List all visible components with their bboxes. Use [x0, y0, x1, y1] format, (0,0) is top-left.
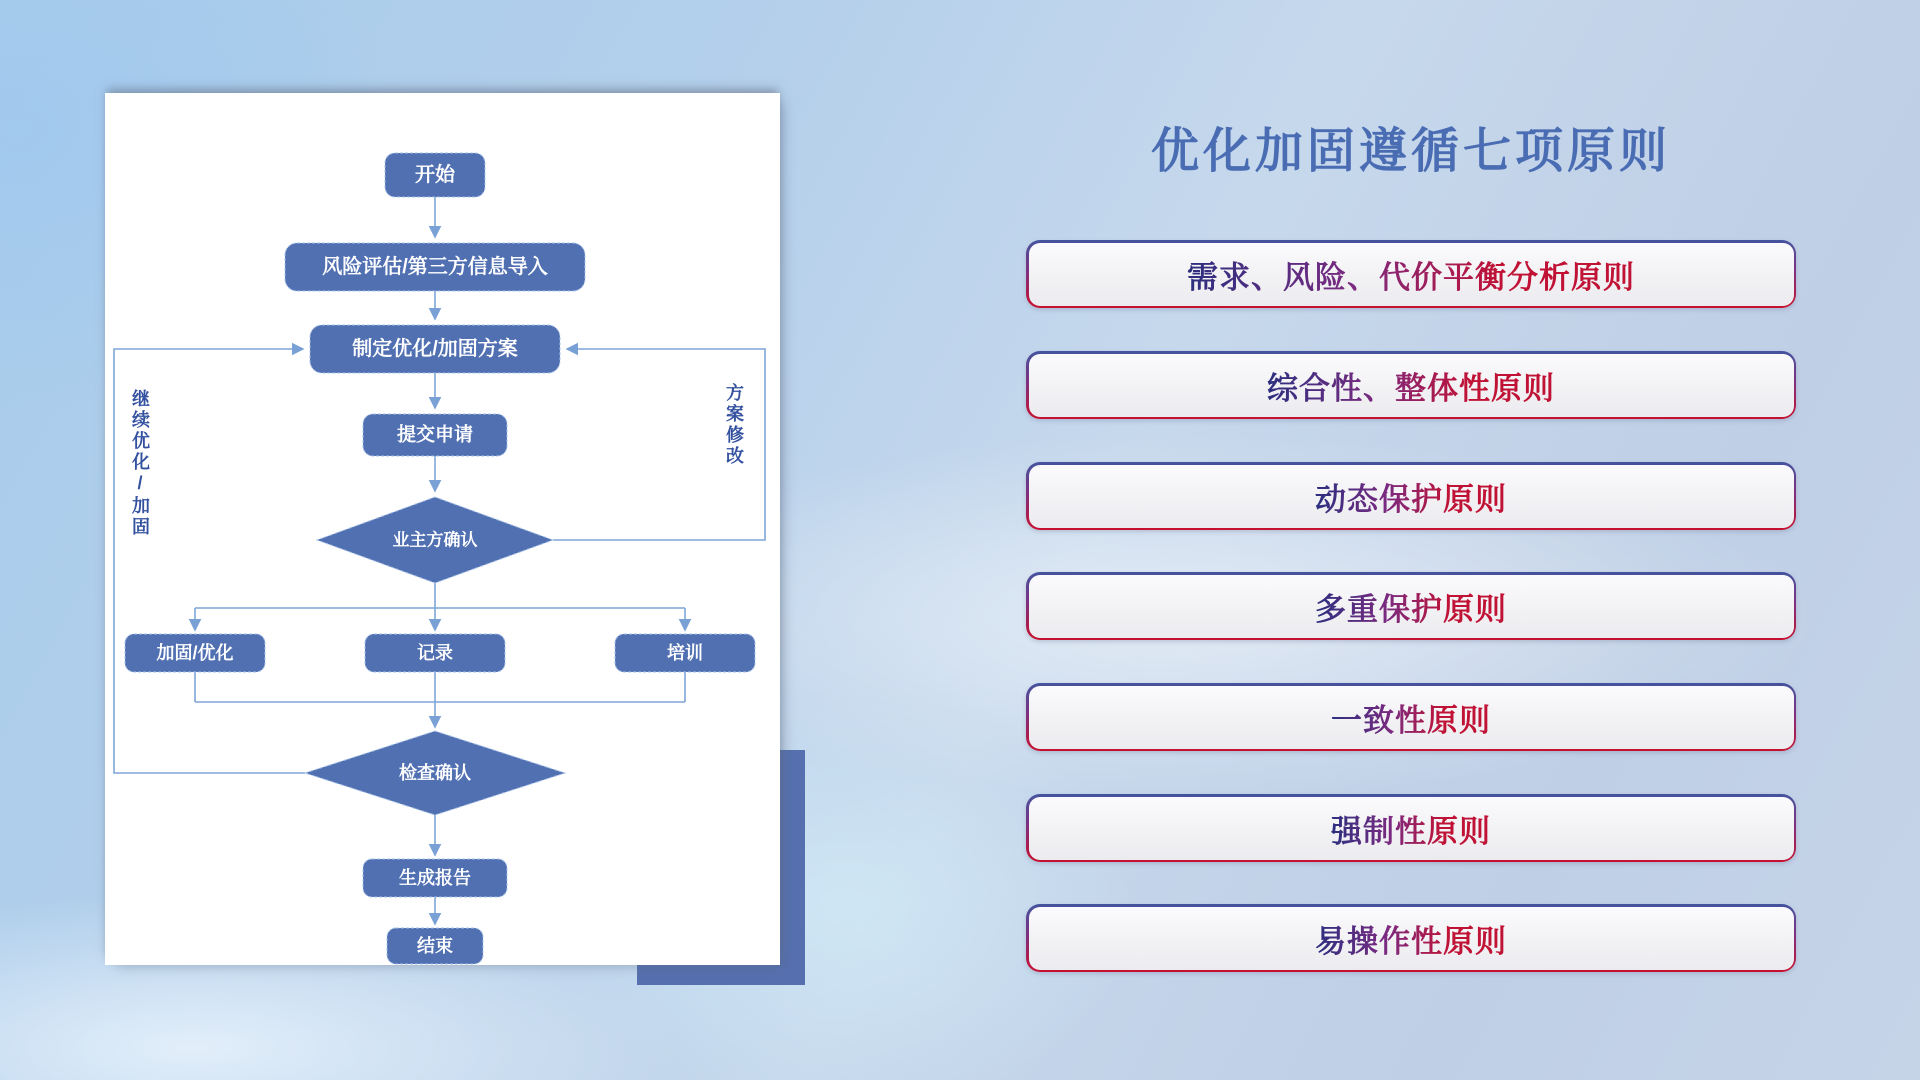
node-label-generate-report: 生成报告 [399, 868, 471, 888]
principle-box-7-inner [1029, 907, 1794, 970]
node-label-harden-optimize: 加固/优化 [156, 643, 234, 663]
node-label-end: 结束 [417, 936, 453, 956]
principle-box-1-inner [1029, 243, 1794, 306]
principle-label-5: 一致性原则 [1331, 695, 1491, 740]
principle-label-3: 动态保护原则 [1315, 474, 1507, 519]
node-label-check-confirm: 检查确认 [399, 763, 471, 783]
principle-label-6: 强制性原则 [1331, 806, 1491, 851]
node-label-make-plan: 制定优化/加固方案 [352, 338, 518, 360]
node-label-record: 记录 [417, 643, 453, 663]
principle-box-2-inner [1029, 354, 1794, 417]
loop-label-plan-revision: 方案修改 [724, 383, 744, 467]
principle-box-4 [1026, 572, 1796, 640]
flow-nodes [125, 153, 755, 964]
principle-label-7: 易操作性原则 [1315, 916, 1507, 961]
principle-box-7 [1026, 904, 1796, 972]
page-title: 优化加固遵循七项原则 [1150, 125, 1671, 178]
node-label-risk-import: 风险评估/第三方信息导入 [322, 256, 548, 278]
node-label-start: 开始 [415, 164, 455, 186]
flowchart-canvas [105, 93, 780, 965]
principle-box-1 [1026, 240, 1796, 308]
principle-box-3 [1026, 462, 1796, 530]
principle-box-5-inner [1029, 686, 1794, 749]
principle-box-3-inner [1029, 465, 1794, 528]
loop-label-continue-optimize: 继续优化/加固 [130, 389, 150, 538]
principle-box-6-inner [1029, 797, 1794, 860]
node-label-owner-confirm: 业主方确认 [392, 530, 478, 550]
principle-label-1: 需求、风险、代价平衡分析原则 [1187, 252, 1635, 297]
principle-box-5 [1026, 683, 1796, 751]
principle-box-4-inner [1029, 575, 1794, 638]
node-label-submit-request: 提交申请 [396, 424, 474, 446]
flowchart-card [105, 93, 780, 965]
principle-label-4: 多重保护原则 [1315, 584, 1507, 629]
principle-label-2: 综合性、整体性原则 [1267, 363, 1555, 408]
principle-box-6 [1026, 794, 1796, 862]
principle-box-2 [1026, 351, 1796, 419]
node-label-training: 培训 [667, 643, 703, 663]
